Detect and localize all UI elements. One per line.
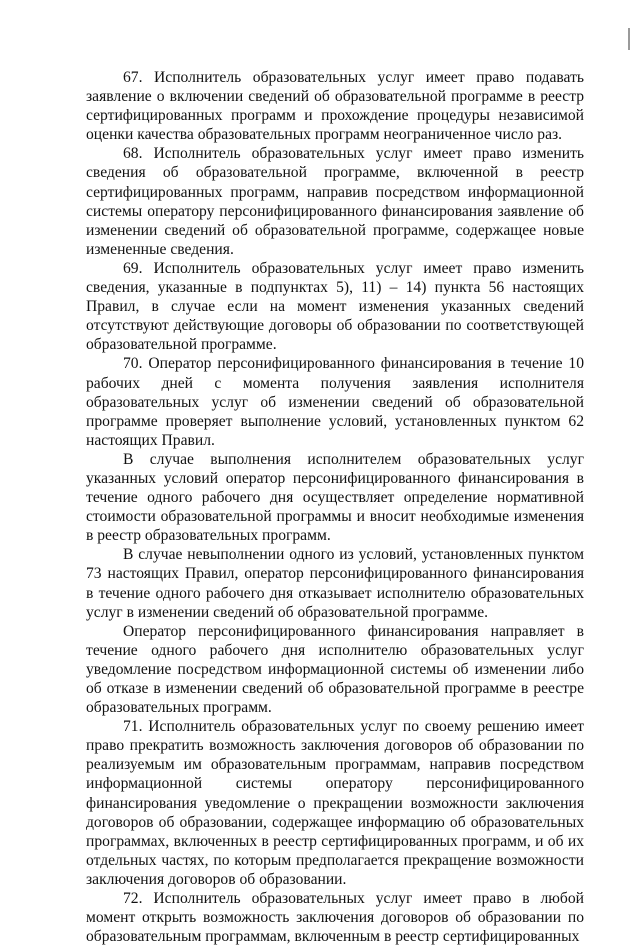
paragraph-70-condition-failed: В случае невыполнении одного из условий, установленных пунктом 73 настоящих Правил, оператор персонифицированного финансирования в течение одного рабочего дня отказывает исполнителю образовательных услуг в изменении сведений об образовательной программе. (86, 546, 584, 621)
paragraph-70-notification: Оператор персонифицированного финансирования направляет в течение одного рабочего дня исполнителю образовательных услуг уведомление посредством информационной системы об изменении либо об отказе в изменении сведений об образовательной программе в реестре образовательных программ. (86, 622, 584, 717)
paragraph-71: 71. Исполнитель образовательных услуг по своему решению имеет право прекратить возможность заключения договоров об образовании по реализуемым им образовательным программам, направив посредством информационной системы оператору персонифицированного финансирования уведомление о прекращении возможности заключения договоров об образовании, содержащее информацию об образовательных программах, включенных в реестр сертифицированных программ, и об их отдельных частях, по которым предполагается прекращение возможности заключения договоров об образовании. (86, 718, 584, 888)
paragraph-68: 68. Исполнитель образовательных услуг имеет право изменить сведения об образовательной программе, включенной в реестр сертифицированных программ, направив посредством информационной системы оператору персонифицированного финансирования заявление об изменении сведений об образовательной программе, содержащее новые измененные сведения. (86, 145, 584, 258)
paragraph-69: 69. Исполнитель образовательных услуг имеет право изменить сведения, указанные в подпунктах 5), 11) – 14) пункта 56 настоящих Правил, в случае если на момент изменения указанных сведений отсутствуют действующие договоры об образовании по соответствующей образовательной программе. (86, 259, 584, 354)
paragraph-70-condition-met: В случае выполнения исполнителем образовательных услуг указанных условий оператор персонифицированного финансирования в течение одного рабочего дня осуществляет определение нормативной стоимости образовательной программы и вносит необходимые изменения в реестр образовательных программ. (86, 450, 584, 545)
paragraph-67: 67. Исполнитель образовательных услуг имеет право подавать заявление о включении сведений об образовательной программе в реестр сертифицированных программ и прохождение процедуры независимой оценки качества образовательных программ неограниченное число раз. (86, 69, 584, 144)
paragraph-72: 72. Исполнитель образовательных услуг имеет право в любой момент открыть возможность заключения договоров об образовании по образовательным программам, включенным в реестр сертифицированных (86, 890, 584, 946)
document-body (86, 68, 584, 946)
scan-edge-mark (628, 28, 630, 50)
paragraph-70: 70. Оператор персонифицированного финансирования в течение 10 рабочих дней с момента получения заявления исполнителя образовательных услуг об изменении сведений об образовательной программе проверяет выполнение условий, установленных пунктом 62 настоящих Правил. (86, 355, 584, 449)
